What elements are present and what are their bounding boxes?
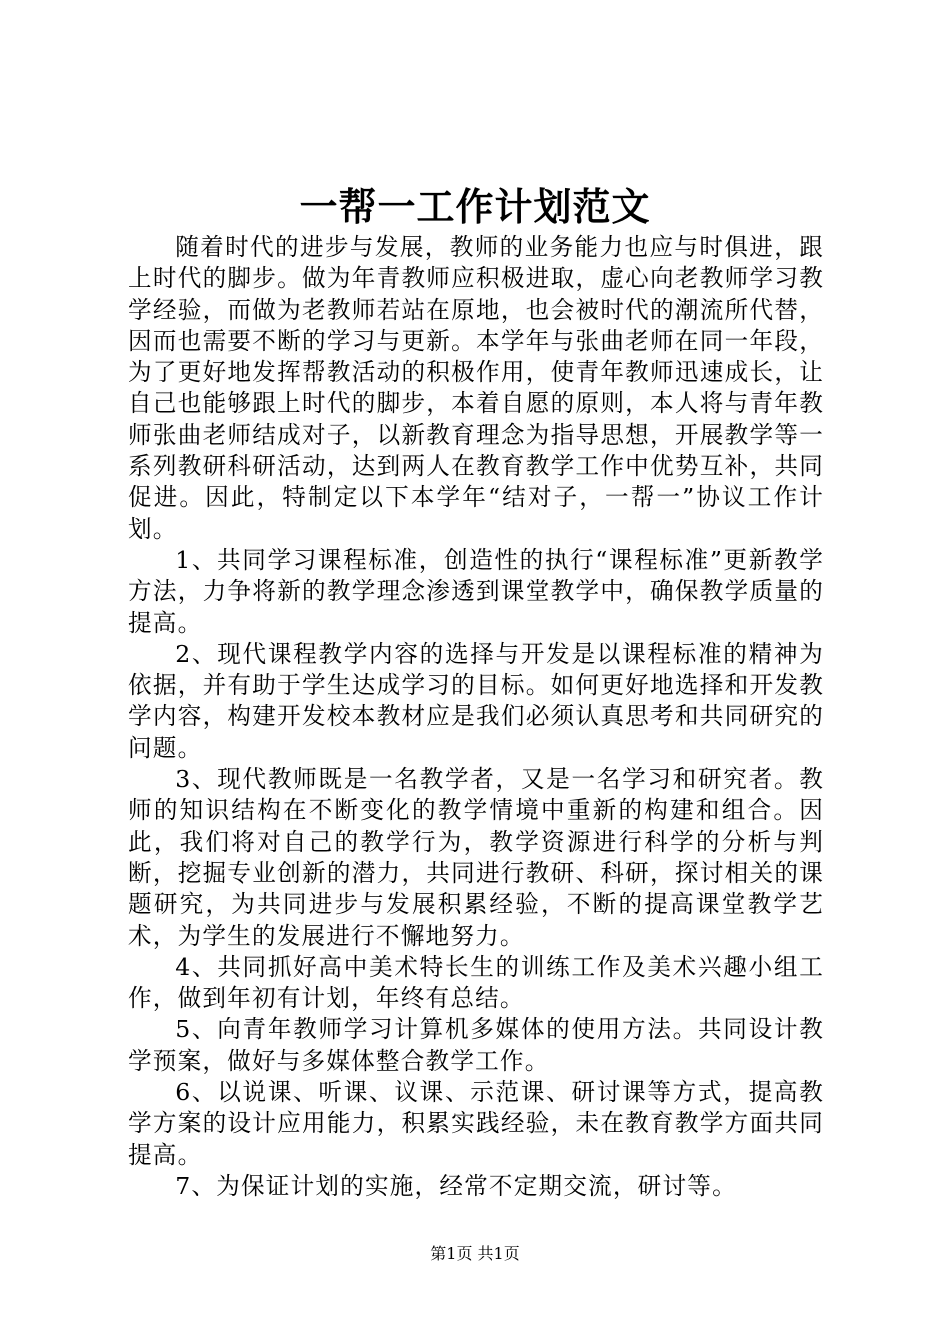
intro-paragraph: 随着时代的进步与发展，教师的业务能力也应与时俱进，跟上时代的脚步。做为年青教师应积极进取，虚心向老教师学习教学经验，而做为老教师若站在原地，也会被时代的潮流所代替，因而也需要不断的学习与更新。本学年与张曲老师在同一年段，为了更好地发挥帮教活动的积极作用，使青年教师迅速成长，让自己也能够跟上时代的脚步，本着自愿的原则，本人将与青年教师张曲老师结成对子，以新教育理念为指导思想，开展教学等一系列教研科研活动，达到两人在教育教学工作中优势互补，共同促进。因此，特制定以下本学年“结对子，一帮一”协议工作计划。 xyxy=(128,233,824,543)
plan-item-5: 5、向青年教师学习计算机多媒体的使用方法。共同设计教学预案，做好与多媒体整合教学工作。 xyxy=(128,1015,824,1075)
plan-item-6: 6、以说课、听课、议课、示范课、研讨课等方式，提高教学方案的设计应用能力，积累实践经验，未在教育教学方面共同提高。 xyxy=(128,1078,824,1169)
plan-item-7: 7、为保证计划的实施，经常不定期交流，研讨等。 xyxy=(175,1171,737,1200)
document-body xyxy=(128,232,824,1202)
page-footer: 第1页 共1页 xyxy=(430,1244,520,1263)
document-title: 一帮一工作计划范文 xyxy=(299,184,651,229)
plan-item-4: 4、共同抓好高中美术特长生的训练工作及美术兴趣小组工作，做到年初有计划，年终有总结。 xyxy=(128,952,824,1013)
plan-item-3: 3、现代教师既是一名教学者，又是一名学习和研究者。教师的知识结构在不断变化的教学情境中重新的构建和组合。因此，我们将对自己的教学行为，教学资源进行科学的分析与判断，挖掘专业创新的潜力，共同进行教研、科研，探讨相关的课题研究，为共同进步与发展积累经验，不断的提高课堂教学艺术，为学生的发展进行不懈地努力。 xyxy=(128,765,824,950)
plan-item-2: 2、现代课程教学内容的选择与开发是以课程标准的精神为依据，并有助于学生达成学习的目标。如何更好地选择和开发教学内容，构建开发校本教材应是我们必须认真思考和共同研究的问题。 xyxy=(128,639,824,762)
plan-item-1: 1、共同学习课程标准，创造性的执行“课程标准”更新教学方法，力争将新的教学理念渗透到课堂教学中，确保教学质量的提高。 xyxy=(128,545,824,637)
